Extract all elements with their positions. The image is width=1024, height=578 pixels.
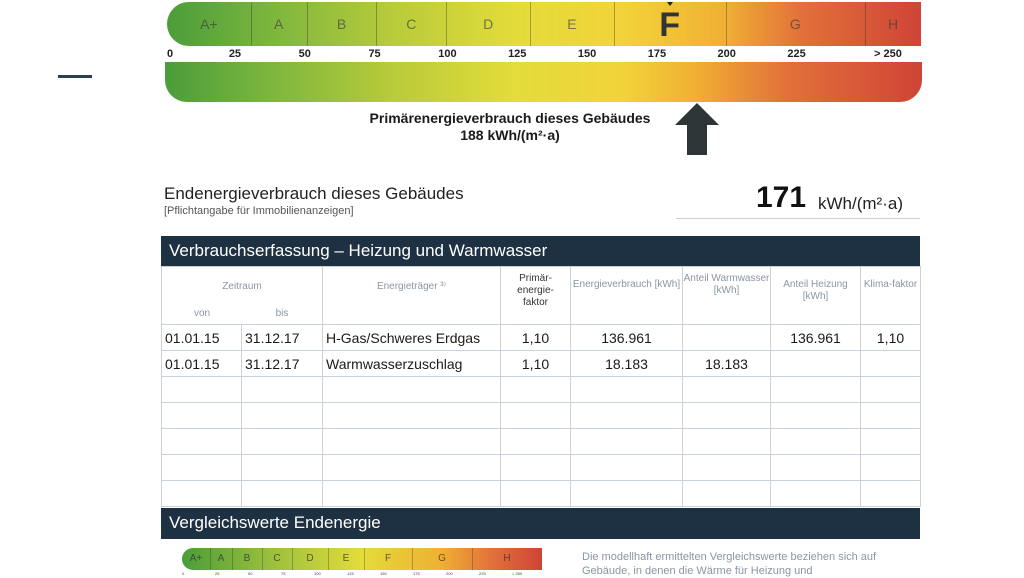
comparison-tick: 225 — [479, 571, 486, 576]
carrier-header-label: Energieträger ³⁾ — [376, 281, 447, 292]
energy-class-g: G — [726, 2, 867, 46]
empty-cell — [323, 455, 501, 481]
table-row — [162, 325, 921, 351]
comparison-class: F — [364, 548, 413, 570]
empty-cell — [323, 377, 501, 403]
heating-header-label: Anteil Heizung [kWh] — [783, 279, 848, 302]
hot-water-header-label: Anteil Warmwasser [kWh] — [683, 273, 770, 296]
empty-cell — [771, 481, 861, 507]
empty-cell — [501, 429, 571, 455]
comparison-section-title: Vergleichswerte Endenergie — [169, 513, 381, 532]
empty-cell — [683, 429, 771, 455]
consumption-header — [571, 267, 683, 325]
comparison-tick: 75 — [281, 571, 286, 576]
end-energy-title: Endenergieverbrauch dieses Gebäudes — [164, 184, 464, 203]
cell-hot-water — [683, 325, 771, 351]
comparison-class: A+ — [182, 548, 211, 570]
comparison-class: D — [292, 548, 329, 570]
table-row-empty — [162, 429, 921, 455]
empty-cell — [571, 455, 683, 481]
page-dash-mark — [58, 75, 92, 78]
empty-cell — [242, 377, 323, 403]
comparison-section-header — [161, 508, 920, 539]
empty-cell — [162, 429, 242, 455]
empty-cell — [162, 377, 242, 403]
cell-to: 31.12.17 — [242, 325, 323, 351]
empty-cell — [242, 429, 323, 455]
empty-cell — [771, 377, 861, 403]
empty-cell — [571, 429, 683, 455]
energy-scale-tick: 125 — [508, 48, 527, 60]
empty-cell — [242, 481, 323, 507]
empty-cell — [162, 403, 242, 429]
energy-class-a: A — [251, 2, 308, 46]
empty-cell — [771, 429, 861, 455]
table-row-empty — [162, 481, 921, 507]
primary-energy-arrow-icon — [675, 103, 719, 155]
table-row-empty — [162, 403, 921, 429]
end-energy-underline — [676, 218, 920, 219]
climate-header — [861, 267, 921, 325]
consumption-header-label: Energieverbrauch [kWh] — [572, 279, 681, 290]
factor-header-label: Primär-energie-faktor — [517, 273, 554, 308]
comparison-tick: 0 — [182, 571, 185, 576]
consumption-section-header — [161, 236, 920, 267]
comparison-description: Die modellhaft ermittelten Vergleichswerte beziehen sich auf Gebäude, in denen die Wärme für Heizung und — [582, 551, 877, 577]
comparison-tick: 50 — [248, 571, 253, 576]
empty-cell — [571, 377, 683, 403]
energy-class-h: H — [865, 2, 921, 46]
energy-scale-tick: > 250 — [874, 48, 902, 60]
empty-cell — [242, 455, 323, 481]
empty-cell — [861, 403, 921, 429]
energy-scale-tick: 0 — [167, 48, 174, 60]
comparison-class: A — [210, 548, 233, 570]
comparison-tick: 125 — [347, 571, 354, 576]
comparison-scale-bar — [182, 548, 542, 570]
empty-cell — [501, 481, 571, 507]
comparison-class: C — [262, 548, 293, 570]
empty-cell — [501, 403, 571, 429]
consumption-section-title: Verbrauchserfassung – Heizung und Warmwasser — [169, 241, 548, 260]
comparison-class: E — [328, 548, 365, 570]
empty-cell — [501, 377, 571, 403]
heating-header — [771, 267, 861, 325]
empty-cell — [861, 377, 921, 403]
cell-hot-water: 18.183 — [683, 351, 771, 377]
cell-carrier: Warmwasserzuschlag — [323, 351, 501, 377]
comparison-tick: > 250 — [512, 571, 523, 576]
hot-water-header — [683, 267, 771, 325]
cell-consumption: 136.961 — [571, 325, 683, 351]
empty-cell — [162, 455, 242, 481]
cell-from: 01.01.15 — [162, 325, 242, 351]
comparison-scale-ticks — [182, 571, 542, 576]
comparison-class: H — [472, 548, 542, 570]
empty-cell — [501, 455, 571, 481]
energy-scale-tick: 225 — [787, 48, 806, 60]
energy-class-d: D — [446, 2, 531, 46]
primary-energy-label — [340, 110, 680, 144]
energy-scale-tick: 150 — [577, 48, 597, 60]
energy-class-c: C — [376, 2, 447, 46]
period-header — [162, 267, 323, 325]
carrier-header — [323, 267, 501, 325]
empty-cell — [771, 403, 861, 429]
energy-class-b: B — [307, 2, 378, 46]
to-header: bis — [275, 308, 289, 319]
table-row-empty — [162, 377, 921, 403]
energy-scale-tick: 175 — [647, 48, 667, 60]
empty-cell — [861, 481, 921, 507]
cell-carrier: H-Gas/Schweres Erdgas — [323, 325, 501, 351]
energy-scale-tick: 50 — [298, 48, 311, 60]
empty-cell — [861, 429, 921, 455]
empty-cell — [323, 403, 501, 429]
empty-cell — [683, 403, 771, 429]
energy-gradient-bar — [165, 62, 922, 102]
energy-class-aplus: A+ — [167, 2, 252, 46]
cell-climate: 1,10 — [861, 325, 921, 351]
from-header: von — [193, 308, 211, 319]
end-energy-value: 171 — [756, 181, 807, 214]
cell-heating: 136.961 — [771, 325, 861, 351]
empty-cell — [771, 455, 861, 481]
energy-scale-tick: 75 — [368, 48, 381, 60]
table-header-row — [162, 267, 921, 325]
cell-from: 01.01.15 — [162, 351, 242, 377]
cell-heating — [771, 351, 861, 377]
period-header-label: Zeitraum — [222, 281, 262, 292]
empty-cell — [683, 377, 771, 403]
empty-cell — [683, 455, 771, 481]
empty-cell — [323, 481, 501, 507]
comparison-tick: 100 — [314, 571, 321, 576]
comparison-tick: 25 — [215, 571, 220, 576]
energy-scale-tick: 25 — [228, 48, 242, 60]
cell-factor: 1,10 — [501, 325, 571, 351]
comparison-tick: 150 — [380, 571, 387, 576]
consumption-rows — [162, 325, 921, 507]
table-row — [162, 351, 921, 377]
empty-cell — [242, 403, 323, 429]
comparison-tick: 200 — [446, 571, 453, 576]
end-energy-unit: kWh/(m²·a) — [818, 194, 903, 213]
consumption-table — [161, 266, 921, 507]
cell-consumption: 18.183 — [571, 351, 683, 377]
empty-cell — [323, 429, 501, 455]
primary-energy-value: 188 kWh/(m²·a) — [460, 127, 560, 143]
empty-cell — [861, 455, 921, 481]
energy-scale-ticks — [167, 0, 921, 64]
empty-cell — [571, 481, 683, 507]
comparison-tick: 175 — [413, 571, 420, 576]
comparison-class: G — [412, 548, 473, 570]
primary-energy-title: Primärenergieverbrauch dieses Gebäudes — [369, 110, 651, 126]
end-energy-subtitle: [Pflichtangabe für Immobilienanzeigen] — [164, 205, 354, 217]
cell-climate — [861, 351, 921, 377]
cell-factor: 1,10 — [501, 351, 571, 377]
table-row-empty — [162, 455, 921, 481]
energy-class-f: F — [614, 2, 727, 46]
energy-class-e: E — [530, 2, 615, 46]
empty-cell — [571, 403, 683, 429]
climate-header-label: Klima-faktor — [863, 279, 918, 290]
cell-to: 31.12.17 — [242, 351, 323, 377]
empty-cell — [162, 481, 242, 507]
energy-scale-tick: 200 — [717, 48, 736, 60]
energy-scale-tick: 100 — [438, 48, 457, 60]
factor-header — [501, 267, 571, 325]
comparison-class: B — [232, 548, 263, 570]
empty-cell — [683, 481, 771, 507]
